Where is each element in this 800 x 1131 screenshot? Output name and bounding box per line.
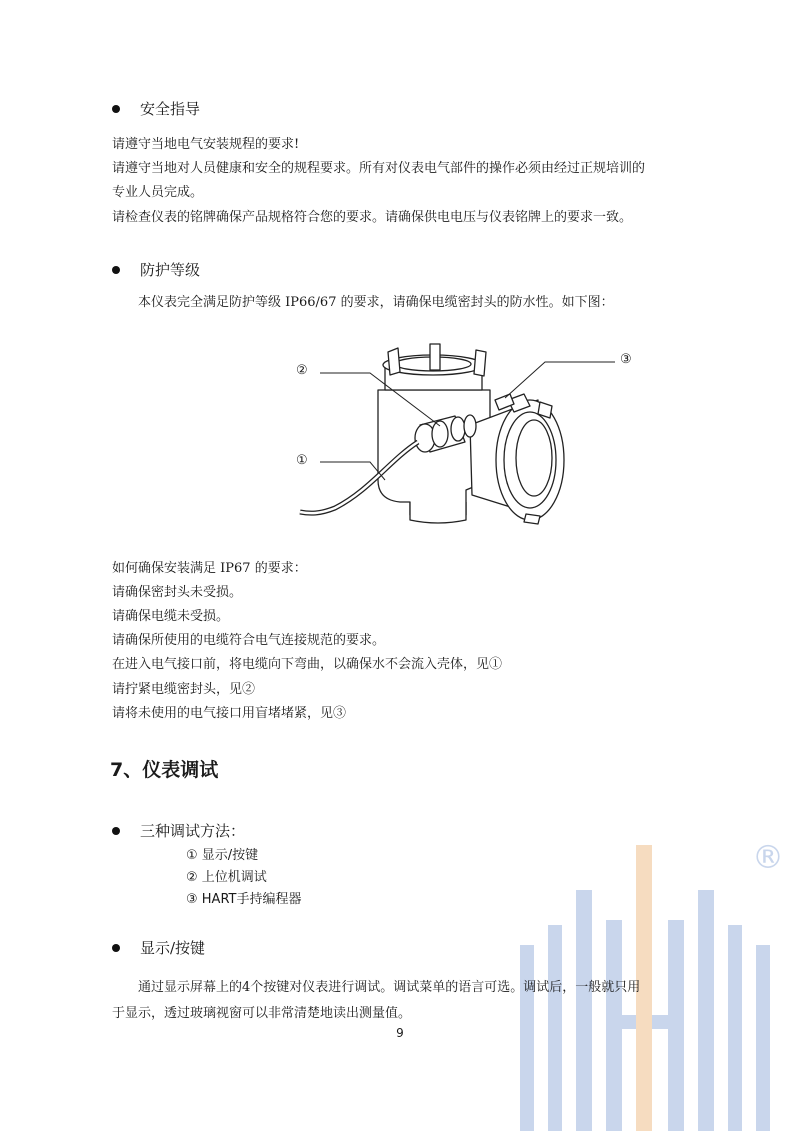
ip67-line-2: 请确保密封头未受损。 [112, 585, 243, 600]
method-item-1: ① 显示/按键 [186, 848, 259, 863]
ip67-line-6: 请拧紧电缆密封头，见② [112, 682, 256, 697]
callout-3: ③ [620, 352, 632, 367]
protection-heading: 防护等级 [140, 261, 201, 279]
bullet-icon [112, 944, 120, 952]
display-line-2: 于显示，透过玻璃视窗可以非常清楚地读出测量值。 [112, 1006, 412, 1021]
methods-heading: 三种调试方法： [140, 822, 246, 840]
callout-1: ① [296, 453, 308, 468]
ip67-line-4: 请确保所使用的电缆符合电气连接规范的要求。 [112, 633, 386, 648]
section-7-title: 7、仪表调试 [110, 759, 219, 781]
display-line-1: 通过显示屏幕上的4个按键对仪表进行调试。调试菜单的语言可选。调试后，一般就只用 [138, 980, 641, 995]
page-number: 9 [396, 1026, 404, 1040]
protection-heading-row [112, 259, 200, 280]
bullet-icon [112, 827, 120, 835]
ip67-line-3: 请确保电缆未受损。 [112, 609, 230, 624]
ip67-line-7: 请将未使用的电气接口用盲堵堵紧，见③ [112, 706, 347, 721]
safety-line-3: 专业人员完成。 [112, 185, 204, 200]
method-item-2: ② 上位机调试 [186, 870, 267, 885]
registered-mark: ® [752, 838, 784, 876]
safety-line-4: 请检查仪表的铭牌确保产品规格符合您的要求。请确保供电电压与仪表铭牌上的要求一致。 [112, 210, 633, 225]
safety-heading: 安全指导 [140, 100, 201, 118]
bullet-icon [112, 266, 120, 274]
display-heading: 显示/按键 [140, 939, 206, 957]
ip67-line-5: 在进入电气接口前，将电缆向下弯曲，以确保水不会流入壳体，见① [112, 657, 503, 672]
ip67-line-1: 如何确保安装满足 IP67 的要求： [112, 561, 307, 576]
safety-line-2: 请遵守当地对人员健康和安全的规程要求。所有对仪表电气部件的操作必须由经过正规培训的 [112, 161, 646, 176]
method-item-3: ③ HART手持编程器 [186, 892, 302, 907]
safety-line-1: 请遵守当地电气安装规程的要求! [112, 137, 300, 152]
bullet-icon [112, 105, 120, 113]
protection-intro: 本仪表完全满足防护等级 IP66/67 的要求，请确保电缆密封头的防水性。如下图： [138, 295, 614, 310]
callout-2: ② [296, 363, 308, 378]
display-heading-row [112, 937, 205, 958]
safety-heading-row [112, 98, 200, 119]
methods-heading-row [112, 820, 245, 841]
instrument-illustration [290, 330, 650, 530]
